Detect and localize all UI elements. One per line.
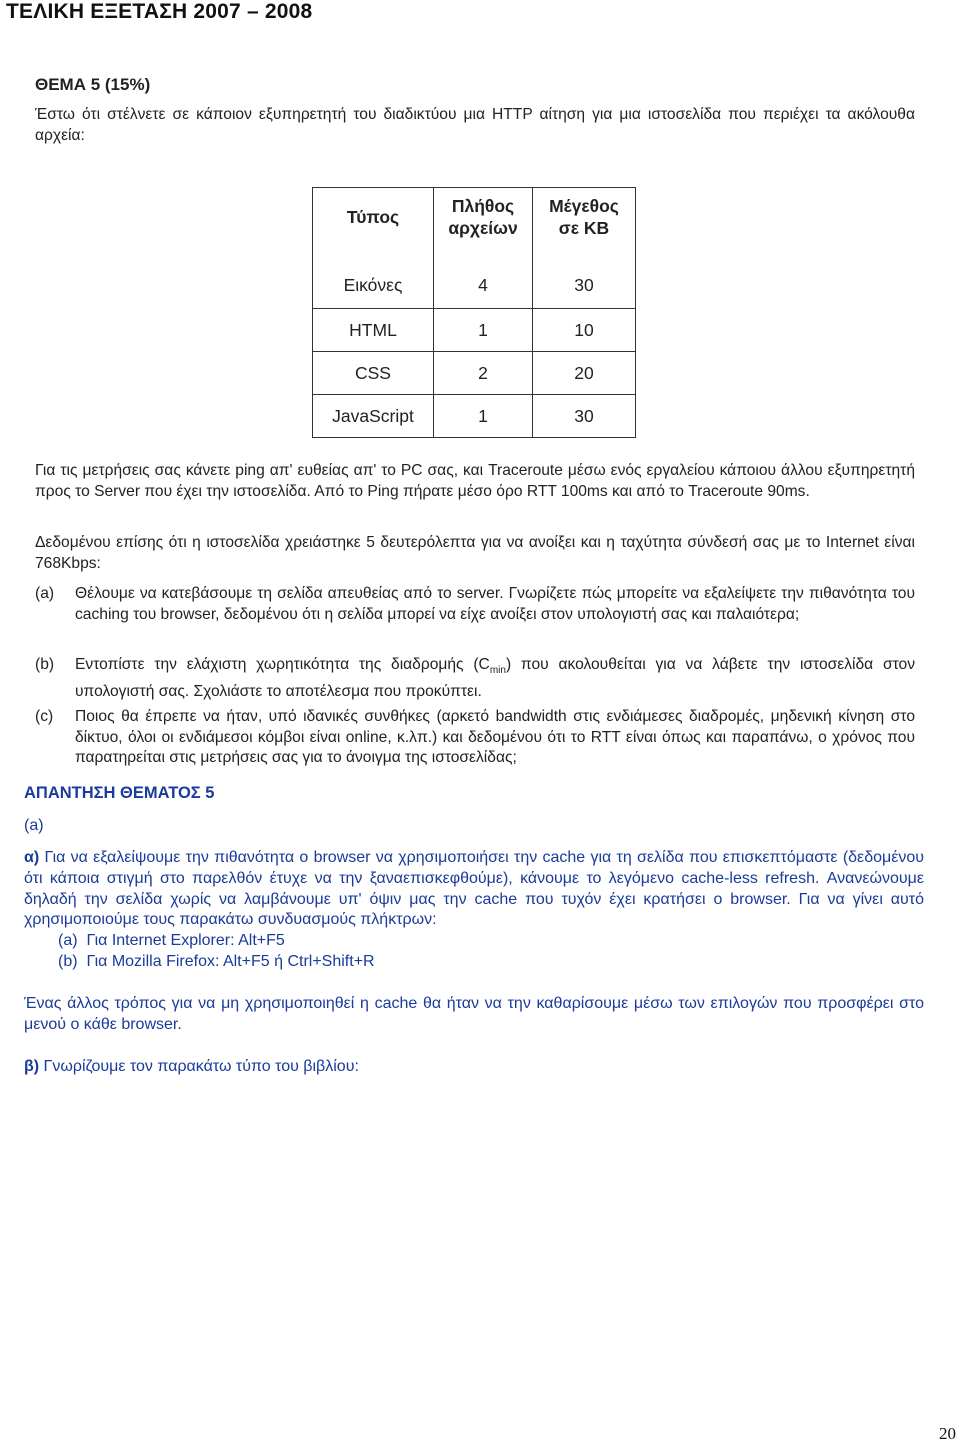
table-cell: Εικόνες [313,246,434,309]
item-label: (a) [35,585,55,602]
beta-label: β) [24,1058,40,1075]
table-header-count: Πλήθος αρχείων [434,188,533,247]
table-header-type: Τύπος [313,188,434,247]
answer-part-label: (a) [24,817,44,834]
table-row [313,246,636,309]
table-cell: 1 [434,395,533,438]
page-header-title: ΤΕΛΙΚΗ ΕΞΕΤΑΣΗ 2007 – 2008 [6,0,313,23]
table-cell: 20 [533,352,636,395]
item-label: (c) [35,708,54,725]
answer-title: ΑΠΑΝΤΗΣΗ ΘΕΜΑΤΟΣ 5 [24,784,215,802]
table-row [313,352,636,395]
table-cell: 30 [533,395,636,438]
table-cell: JavaScript [313,395,434,438]
question-intro: Έστω ότι στέλνετε σε κάποιον εξυπηρετητή του διαδικτύου μια HTTP αίτηση για μια ιστοσελίδα που περιέχει τα ακόλουθα αρχεία: [35,106,915,144]
item-text: Θέλουμε να κατεβάσουμε τη σελίδα απευθείας από το server. Γνωρίζετε πώς μπορείτε να εξαλείψετε την πιθανότητα του caching του browser, δεδομένου ότι η σελίδα μπορεί να είχε ανοίξει στον υπολογιστή σας και παλαιότερα; [75,585,915,623]
item-label: (b) [35,656,55,673]
table-header-size: Μέγεθος σε KB [533,188,636,247]
item-text: Ποιος θα έπρεπε να ήταν, υπό ιδανικές συνθήκες (αρκετό bandwidth στις ενδιάμεσες διαδρομές, μηδενική κίνηση στο δίκτυο, όλοι οι ενδιάμεσοι κόμβοι είναι online, κ.λπ.) και δεδομένου ότι το RTT είναι όπως και παραπάνω, ο χρόνος που παρατηρείται στις μετρήσεις σας για το άνοιγμα της ιστοσελίδας; [75,708,915,766]
question-item-c [35,707,915,769]
files-table [312,187,636,438]
question-paragraph-measurements: Για τις μετρήσεις σας κάνετε ping απ' ευθείας απ' το PC σας, και Traceroute μέσω ενός εργαλείου κάποιου άλλου εξυπηρετητή προς το Server που έχει την ιστοσελίδα. Από το Ping πήρατε μέσο όρο RTT 100ms και από το Traceroute 90ms. [35,462,915,500]
answer-subitem-b: (b) Για Mozilla Firefox: Alt+F5 ή Ctrl+Shift+R [58,953,375,970]
answer-subitem-a: (a) Για Internet Explorer: Alt+F5 [58,932,285,949]
table-cell: 1 [434,309,533,352]
table-cell: 30 [533,246,636,309]
answer-other-way: Ένας άλλος τρόπος για να μη χρησιμοποιηθεί η cache θα ήταν να την καθαρίσουμε μέσω των επιλογών που προσφέρει στο μενού ο κάθε browser. [24,995,924,1033]
beta-text: Γνωρίζουμε τον παρακάτω τύπο του βιβλίου: [43,1058,359,1075]
table-cell: HTML [313,309,434,352]
answer-beta-paragraph [24,1057,924,1078]
question-title: ΘΕΜΑ 5 (15%) [35,75,151,94]
table-cell: 2 [434,352,533,395]
alpha-label: α) [24,849,40,866]
table-cell: CSS [313,352,434,395]
page-number: 20 [939,1424,956,1443]
answer-alpha-paragraph [24,848,924,931]
table-cell: 10 [533,309,636,352]
item-text: Εντοπίστε την ελάχιστη χωρητικότητα της διαδρομής $(C_{min})$ που ακολουθείται για να λάβετε την ιστοσελίδα στον υπολογιστή σας. Σχολιάστε το αποτέλεσμα που προκύπτει. [75,656,915,700]
question-item-b [35,655,915,700]
question-paragraph-given: Δεδομένου επίσης ότι η ιστοσελίδα χρειάστηκε 5 δευτερόλεπτα για να ανοίξει και η ταχύτητα σύνδεσή σας με το Internet είναι 768Kbps: [35,534,915,572]
table-row [313,309,636,352]
table-cell: 4 [434,246,533,309]
alpha-text: Για να εξαλείψουμε την πιθανότητα ο browser να χρησιμοποιήσει την cache για τη σελίδα που επισκεπτόμαστε (δεδομένου ότι κάποια στιγμή στο παρελθόν έτυχε να την ξαναεπισκεφθούμε), κάνουμε το λεγόμενο cache-less refresh. Ανανεώνουμε δηλαδή την σελίδα χωρίς να λαμβάνουμε υπ' όψιν μας την cache που τυχόν έχει κρατήσει ο browser. Για να γίνει αυτό χρησιμοποιούμε τους παρακάτω συνδυασμούς πλήκτρων: [24,849,924,929]
question-item-a [35,584,915,646]
table-row [313,395,636,438]
subscript-min: min [489,665,506,677]
